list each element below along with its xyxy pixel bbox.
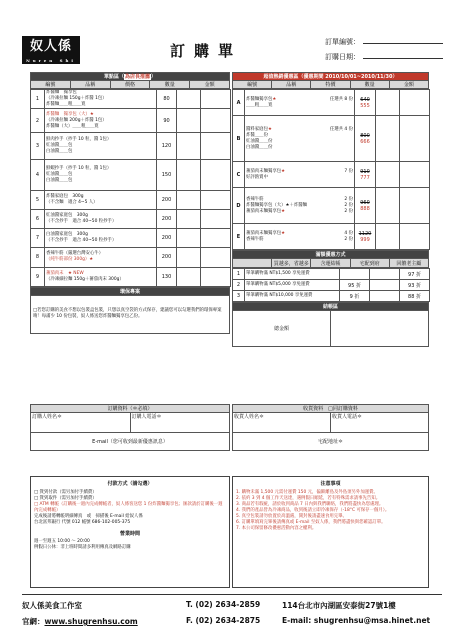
- payment-option: 完成後請將轉帳明細傳真 或 掃描後 E-mail 給奴人係: [34, 514, 143, 519]
- company-name: 奴人係美食工作室: [22, 601, 82, 610]
- website-link[interactable]: 官網：www.shugrenhsu.com: [22, 617, 138, 626]
- phone-number: T. (02) 2634-2859: [186, 600, 261, 609]
- eco-checkbox-text[interactable]: □若您訂購的美食不想以包裝盒包裝，只想以真空袋的方式保存，建議您可以勾選我們的環保專案唷！每滿少 10 份包裝，奴人係送您炸醬麵獨享包乙份。: [31, 295, 230, 333]
- single-item-row: 8 香辣牛筋（嚴選台灣安心牛） （純牛筋部份 300g）★ 200: [31, 248, 231, 267]
- combo-row: D 香辣牛筋 2 份 炸醬麵獨享包（大）★＋炸醬麵 2 份 蕃茄肉末麵獨享包★ 2 份 960 888: [233, 188, 430, 224]
- single-item-row: 4 鮮蝦抄手（抄手 10 粒，醬 1包） 紅油醬＿＿包 白油醬＿＿包 150: [31, 159, 231, 190]
- amount-field[interactable]: [400, 162, 430, 188]
- order-date-field[interactable]: 訂購日期：: [325, 52, 443, 62]
- logo: 奴人係 Nuren Shi: [22, 36, 80, 64]
- total-label: 總金額: [233, 311, 331, 347]
- single-item-name: 鮮蝦抄手（抄手 10 粒，醬 1包） 紅油醬＿＿包 白油醬＿＿包: [45, 159, 157, 190]
- shipping-row: 3 單筆購物滿 NT$10,000 享免運費 9 折 88 折: [233, 291, 430, 302]
- address: 114台北市內湖區安泰街27號1樓: [282, 601, 396, 610]
- payment-option[interactable]: □ ATM 轉帳（訂購後一週內完成轉帳者，奴人係客送您 1 份炸醬麵獨享包；匯款請於訂購後一週內完成轉帳）: [34, 502, 223, 513]
- qty-input[interactable]: [177, 133, 201, 159]
- buyer-title: 訂購資料（＊必填）: [31, 405, 230, 413]
- single-items-section: 單點區（為店長推薦） 編號 品稱 價格 數量 金額 1 炸醬麵 獨享包 （冷凍拉麵 150g＋炸醬 1包） 炸醬麵＿＿粗＿＿寬 80 2 炸醬麵 獨享包（大）★ （冷凍拉麵 200g＋炸醬 1包） 炸醬麵（大）＿＿粗＿＿寬 90 3 鮮肉抄手（抄手 10 粒，醬 1包） 紅油醬＿＿包 白油醬＿＿包 120 4 鮮蝦抄手（抄手 10 粒，醬 1包） 紅油醬＿＿包 白油醬＿＿包 150 5 炸醬家庭包 300g （不含麵 適合 4~5 人） 200 6 紅油醬家庭包 300g （不含抄手 適合 40~50 粒抄手） 200 7 白油醬家庭包 300g （不含抄手 適合 40~50 粒抄手） 200 8 香辣牛筋（嚴選台灣安心牛） （純牛筋部份 300g）★ 200 9 蕃茄肉末 ★ NEW （冷凍細拉麵 150g＋蕃茄肉末 300g） 130 環保專案 □若您訂購的美食不想以包裝盒包裝，只想以真空袋的方式保存，建議您可以勾選我們的環保專案唷！每滿少 10 份包裝，奴人係送您炸醬麵獨享包乙份。: [30, 72, 230, 334]
- buyer-name-field[interactable]: 訂購人姓名＊: [31, 413, 131, 433]
- buyer-section: [30, 404, 230, 451]
- amount-field[interactable]: [201, 190, 231, 209]
- single-item-row: 1 炸醬麵 獨享包 （冷凍拉麵 150g＋炸醬 1包） 炸醬麵＿＿粗＿＿寬 80: [31, 90, 231, 109]
- receiver-title[interactable]: 收貨資料 □同訂購資料: [233, 405, 429, 413]
- single-item-row: 6 紅油醬家庭包 300g （不含抄手 適合 40~50 粒抄手） 200: [31, 209, 231, 228]
- amount-field[interactable]: [201, 159, 231, 190]
- qty-input[interactable]: [177, 248, 201, 267]
- shipping-title: 滿額優惠方式: [233, 251, 429, 259]
- payment-title: 付款方式（請勾選）: [107, 481, 153, 487]
- notes-title: 注意事項: [320, 481, 341, 487]
- email-link[interactable]: E-mail: shugrenhsu@msa.hinet.net: [282, 616, 431, 625]
- qty-input[interactable]: [177, 90, 201, 109]
- single-item-name: 炸醬家庭包 300g （不含麵 適合 4~5 人）: [45, 190, 157, 209]
- single-item-name: 炸醬麵 獨享包（大）★ （冷凍拉麵 200g＋炸醬 1包） 炸醬麵（大）＿＿粗＿＿寬: [45, 109, 157, 133]
- payment-option[interactable]: □ 貨到付款（需另加付手續費）: [34, 490, 97, 495]
- amount-field[interactable]: [201, 267, 231, 286]
- payment-section: [30, 476, 230, 588]
- qty-input[interactable]: [177, 159, 201, 190]
- combo-row: C 蕃茄肉末麵獨享包★ 7 份 好評熱賣中 910 777: [233, 162, 430, 188]
- single-item-name: 鮮肉抄手（抄手 10 粒，醬 1包） 紅油醬＿＿包 白油醬＿＿包: [45, 133, 157, 159]
- amount-field[interactable]: [201, 90, 231, 109]
- buyer-phone-field[interactable]: 訂購人電話＊: [130, 413, 230, 433]
- amount-field[interactable]: [400, 116, 430, 162]
- amount-field[interactable]: [400, 90, 430, 116]
- qty-input[interactable]: [376, 90, 400, 116]
- payment-option: 台北富邦銀行 代號 012 帳號 686-102-005-375: [34, 520, 131, 525]
- qty-input[interactable]: [177, 190, 201, 209]
- qty-input[interactable]: [376, 116, 400, 162]
- amount-field[interactable]: [400, 188, 430, 224]
- qty-input[interactable]: [376, 224, 400, 250]
- single-item-row: 7 白油醬家庭包 300g （不含抄手 適合 40~50 粒抄手） 200: [31, 229, 231, 248]
- amount-field[interactable]: [201, 109, 231, 133]
- qty-input[interactable]: [177, 209, 201, 228]
- order-no-field[interactable]: 訂單編號：: [325, 37, 443, 47]
- combo-items: 蕃茄肉末麵獨享包★ 4 份 香辣牛筋 2 份: [245, 224, 355, 250]
- notes-section: [232, 476, 429, 588]
- shipping-row: 2 單筆購物滿 NT$5,000 享免運費 95 折 93 折: [233, 280, 430, 291]
- note-item: 4. 我們的產品皆為冷凍商品，收到後請立即冷凍保存（-18°C 可保存一個月）。: [236, 508, 390, 513]
- note-item: 2. 依約 3 到 4 個工作天送達，遇例假日順延，若有特殊需求請事先告知。: [236, 496, 381, 501]
- note-item: 1. 購物未滿 1,500 元需付運費 150 元，偏僻離島及外島須另外加運費。: [236, 490, 378, 495]
- combo-row: E 蕃茄肉末麵獨享包★ 4 份 香辣牛筋 2 份 1120 999: [233, 224, 430, 250]
- qty-input[interactable]: [376, 188, 400, 224]
- single-item-name: 紅油醬家庭包 300g （不含抄手 適合 40~50 粒抄手）: [45, 209, 157, 228]
- checkout-title: 結帳區: [233, 303, 429, 311]
- note-item: 7. 本公司保留修改優惠活動內容之權利。: [236, 526, 317, 531]
- single-item-name: 白油醬家庭包 300g （不含抄手 適合 40~50 粒抄手）: [45, 229, 157, 248]
- qty-input[interactable]: [177, 229, 201, 248]
- single-item-name: 蕃茄肉末 ★ NEW （冷凍細拉麵 150g＋蕃茄肉末 300g）: [45, 267, 157, 286]
- eco-title: 環保專案: [31, 287, 230, 295]
- note-item: 5. 真空包裝請勿放置於高溫處，開封後請盡速食用完畢。: [236, 514, 347, 519]
- qty-input[interactable]: [177, 267, 201, 286]
- single-item-row: 9 蕃茄肉末 ★ NEW （冷凍細拉麵 150g＋蕃茄肉末 300g） 130: [31, 267, 231, 286]
- single-item-name: 炸醬麵 獨享包 （冷凍拉麵 150g＋炸醬 1包） 炸醬麵＿＿粗＿＿寬: [45, 90, 157, 109]
- page-title: 訂購單: [170, 42, 243, 60]
- qty-input[interactable]: [177, 109, 201, 133]
- amount-field[interactable]: [201, 229, 231, 248]
- single-items-title: 單點區（為店長推薦）: [31, 73, 230, 81]
- amount-field[interactable]: [400, 224, 430, 250]
- amount-field[interactable]: [201, 133, 231, 159]
- shipping-row: 1 單筆購物滿 NT$1,500 享免運費 97 折: [233, 269, 430, 280]
- single-item-row: 5 炸醬家庭包 300g （不含麵 適合 4~5 人） 200: [31, 190, 231, 209]
- hours-title: 營業時間: [119, 531, 140, 537]
- qty-input[interactable]: [376, 162, 400, 188]
- amount-field[interactable]: [201, 209, 231, 228]
- receiver-phone-field[interactable]: 收貨人電話＊: [331, 413, 429, 433]
- total-amount-field[interactable]: [331, 311, 429, 347]
- fax-number: F. (02) 2634-2875: [186, 616, 261, 625]
- payment-option[interactable]: □ 貨到取件（需另加付手續費）: [34, 496, 97, 501]
- note-item: 6. 訂購單填寫完畢後請傳真或 E-mail 至奴人係，我們將盡快與您確認訂單。: [236, 520, 386, 525]
- amount-field[interactable]: [201, 248, 231, 267]
- single-item-name: 香辣牛筋（嚴選台灣安心牛） （純牛筋部份 300g）★: [45, 248, 157, 267]
- receiver-section: [232, 404, 429, 451]
- hours-holiday: 例假日公休：非上班時間請多利用傳真及網路訂購: [34, 545, 131, 550]
- combo-section: 超值熱銷優惠區（優惠期間 2010/10/01~2010/11/30） 編號 品稱 特價 數量 金額 A 炸醬麵獨享包★ 任選共 8 份 ＿＿粗＿＿寬 640 555 B 醬料家庭包★ 任選共 4 份 炸醬＿＿份 紅油醬＿＿份 白油醬＿＿份 800 666 C 蕃茄肉末麵獨享包★ 7 份 好評熱賣中 910 777 D 香辣牛筋 2 份 炸醬麵獨享包（大）★＋炸醬麵 2 份 蕃茄肉末麵獨享包★ 2 份 960 888 E 蕃茄肉末麵獨享包★ 4 份 香辣牛筋 2 份 1120 999 滿額優惠方式 買越多，省越多 含運結帳 宅配到府 回饋老主顧 1 單筆購物滿 NT$1,500 享免運費 97 折 2 單筆購物滿 NT$5,000 享免運費 95 折 93 折 3 單筆購物滿 NT$10,000 享免運費 9 折 88 折 結帳區 總金額: [232, 72, 429, 347]
- combo-row: B 醬料家庭包★ 任選共 4 份 炸醬＿＿份 紅油醬＿＿份 白油醬＿＿份 800 666: [233, 116, 430, 162]
- receiver-name-field[interactable]: 收貨人姓名＊: [233, 413, 331, 433]
- single-item-row: 2 炸醬麵 獨享包（大）★ （冷凍拉麵 200g＋炸醬 1包） 炸醬麵（大）＿＿粗＿＿寬 90: [31, 109, 231, 133]
- combo-items: 蕃茄肉末麵獨享包★ 7 份 好評熱賣中: [245, 162, 355, 188]
- receiver-address-field[interactable]: 宅配地址＊: [233, 433, 429, 451]
- note-item: 3. 商品若有瑕疵，請於收到商品 7 日內與我們聯絡，我們將盡快為您處理。: [236, 502, 384, 507]
- single-item-row: 3 鮮肉抄手（抄手 10 粒，醬 1包） 紅油醬＿＿包 白油醬＿＿包 120: [31, 133, 231, 159]
- combo-items: 醬料家庭包★ 任選共 4 份 炸醬＿＿份 紅油醬＿＿份 白油醬＿＿份: [245, 116, 355, 162]
- combo-title: 超值熱銷優惠區（優惠期間 2010/10/01~2010/11/30）: [233, 73, 429, 81]
- combo-row: A 炸醬麵獨享包★ 任選共 8 份 ＿＿粗＿＿寬 640 555: [233, 90, 430, 116]
- buyer-email-field[interactable]: E-mail（您可收到最新優惠訊息）: [31, 433, 230, 451]
- combo-items: 炸醬麵獨享包★ 任選共 8 份 ＿＿粗＿＿寬: [245, 90, 355, 116]
- combo-items: 香辣牛筋 2 份 炸醬麵獨享包（大）★＋炸醬麵 2 份 蕃茄肉末麵獨享包★ 2 份: [245, 188, 355, 224]
- hours-weekday: 週一至週五 10:00 ～ 20:00: [34, 539, 90, 544]
